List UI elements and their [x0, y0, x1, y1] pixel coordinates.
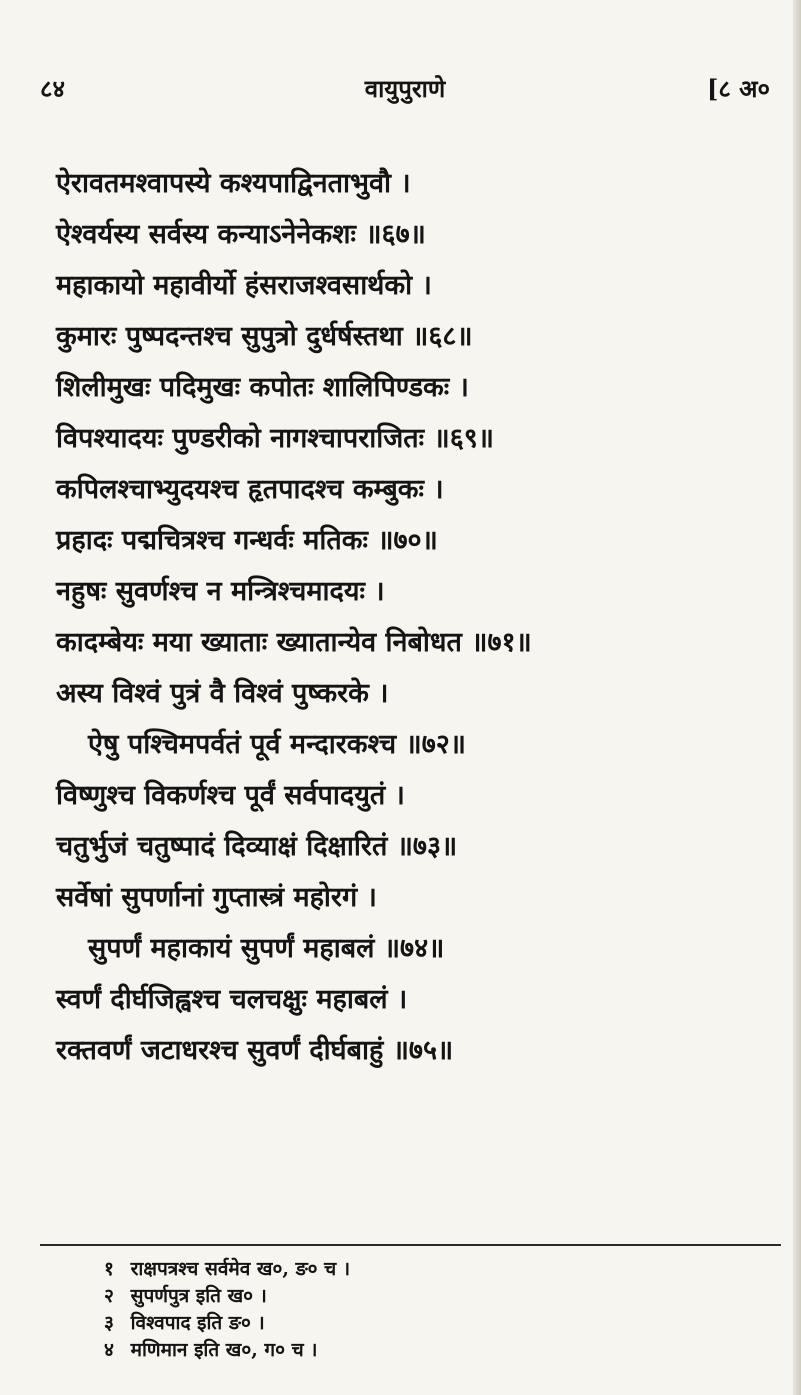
verse-line: ऐश्वर्यस्य सर्वस्य कन्याऽनेनेकशः ॥६७॥: [56, 219, 426, 250]
page-edge: [793, 0, 801, 1395]
footnote-number: १: [104, 1258, 114, 1280]
footnote: [104, 1337, 704, 1364]
footnote-text: विश्वपाद इति ङ० ।: [130, 1312, 265, 1334]
page-header: [40, 72, 770, 112]
verse-line: ऐषु पश्चिमपर्वतं पूर्व मन्दारकश्च ॥७२॥: [88, 729, 466, 760]
verse-line: सर्वेषां सुपर्णानां गुप्तास्त्रं महोरगं ।: [56, 882, 377, 913]
footnote-text: मणिमान इति ख०, ग० च ।: [130, 1339, 318, 1361]
verse-line: चतुर्भुजं चतुष्पादं दिव्याक्षं दिक्षारितं ॥७३॥: [56, 831, 458, 862]
verse-line: विपश्यादयः पुण्डरीको नागश्चापराजितः ॥६९॥: [56, 423, 494, 454]
verse-line: कादम्बेयः मया ख्याताः ख्यातान्येव निबोधत ॥७१॥: [56, 627, 532, 658]
verse-line: ऐरावतमश्वापस्ये कश्यपाद्विनताभुवौ ।: [56, 168, 411, 199]
verse-line: महाकायो महावीर्यो हंसराजश्वसार्थको ।: [56, 270, 432, 301]
verse-line: अस्य विश्वं पुत्रं वै विश्वं पुष्करके ।: [56, 678, 389, 709]
running-title: वायुपुराणे: [364, 74, 446, 103]
footnote-text: राक्षपत्रश्च सर्वमेव ख०, ङ० च ।: [130, 1258, 351, 1280]
verse-line: प्रहादः पद्मचित्रश्च गन्धर्वः मतिकः ॥७०॥: [56, 525, 438, 556]
footnote: [104, 1283, 704, 1310]
footnote-divider: [40, 1244, 781, 1246]
section-reference: [८ अ०: [706, 74, 770, 103]
verse-line: कुमारः पुष्पदन्तश्च सुपुत्रो दुर्धर्षस्तथा ॥६८॥: [56, 321, 473, 352]
footnotes: [104, 1256, 704, 1364]
footnote: [104, 1310, 704, 1337]
verse-line: सुपर्णं महाकायं सुपर्णं महाबलं ॥७४॥: [88, 933, 445, 964]
verse-line: शिलीमुखः पदिमुखः कपोतः शालिपिण्डकः ।: [56, 372, 469, 403]
footnote: [104, 1256, 704, 1283]
footnote-number: २: [104, 1285, 114, 1307]
verse-line: स्वर्णं दीर्घजिह्वश्च चलचक्षुः महाबलं ।: [56, 984, 408, 1015]
footnote-text: सुपर्णपुत्र इति ख० ।: [130, 1285, 267, 1307]
footnote-number: ३: [104, 1312, 114, 1334]
verse-line: कपिलश्चाभ्युदयश्च हृतपादश्च कम्बुकः ।: [56, 474, 444, 505]
verse-line: रक्तवर्णं जटाधरश्च सुवर्णं दीर्घबाहुं ॥७५॥: [56, 1035, 454, 1066]
verse-line: विष्णुश्च विकर्णश्च पूर्वं सर्वपादयुतं ।: [56, 780, 405, 811]
verse-line: नहुषः सुवर्णश्च न मन्त्रिश्चमादयः ।: [56, 576, 385, 607]
verse-block: [56, 158, 746, 1076]
page-number: ८४: [40, 74, 65, 103]
footnote-number: ४: [104, 1339, 114, 1361]
